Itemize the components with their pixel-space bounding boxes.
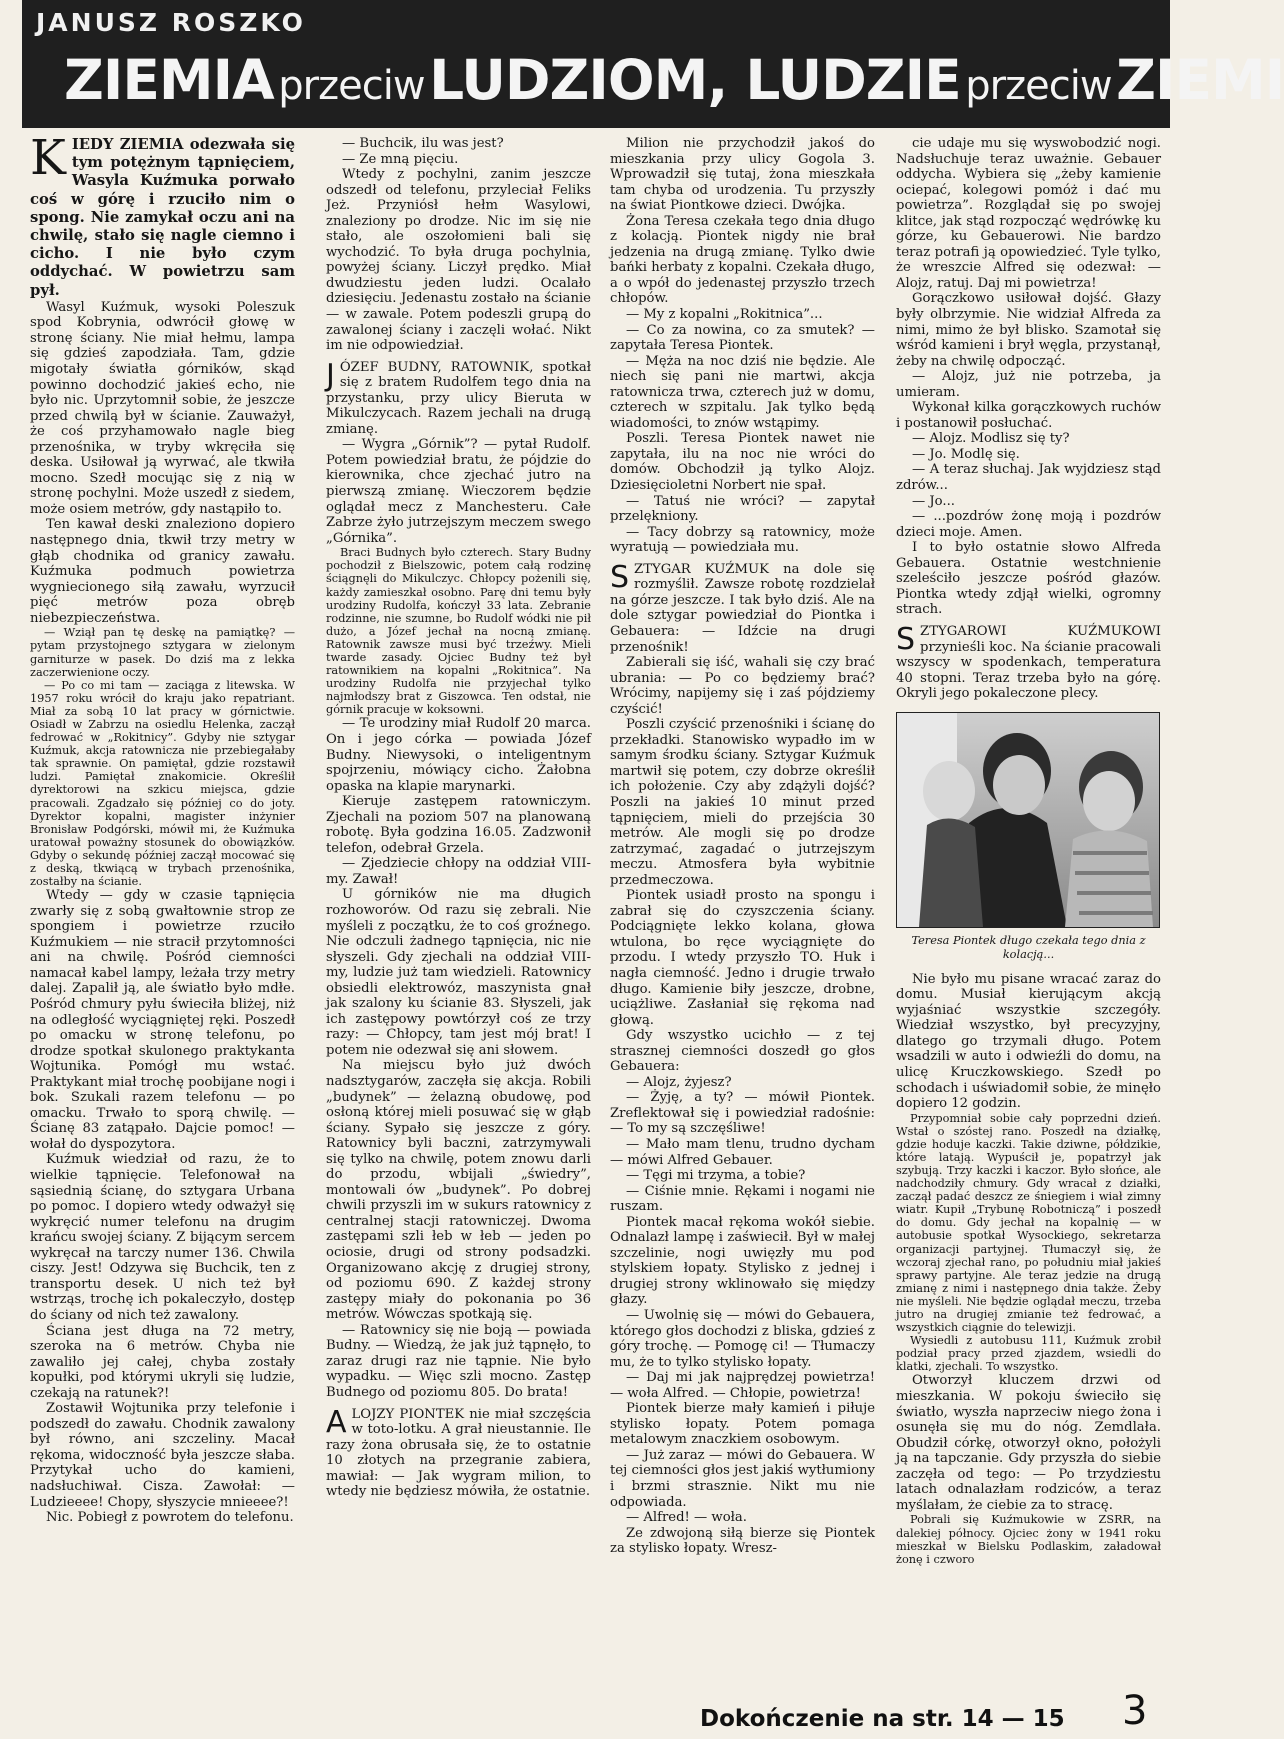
paragraph-text: — Wziął pan tę deskę na pamiątkę? — pytam przystojnego sztygara w zielonym garniturze w pasek. Do dziś ma z lekka zaczerwienione oczy. [30,626,295,679]
article-aside-paragraph [896,1334,1161,1373]
paragraph-text: — Daj mi jak najprędzej powietrza! — woła Alfred. — Chłopie, powietrza! [610,1370,875,1401]
drop-cap: A [326,1404,347,1440]
article-paragraph [610,525,875,556]
paragraph-text: — Już zaraz — mówi do Gebauera. W tej ciemności głos jest jakiś wytłumiony i brzmi strasznie. Nikt mu nie odpowiada. [610,1447,875,1510]
paragraph-text: — Jo... [912,493,955,509]
paragraph-text: — Jo. Modlę się. [912,446,1020,462]
article-paragraph [30,1152,295,1323]
paragraph-text: Wasyl Kuźmuk, wysoki Poleszuk spod Kobrynia, odwrócił głowę w stronę ściany. Nie miał hełmu, lampa się gdzieś zapodziała. Tam, gdzie migotały światła górników, skąd powinno dochodzić jakieś echo, nie było nic. Uprzytomnił sobie, że jeszcze przed chwilą był w ścianie. Zauważył, że coś przyhamowało nagle bieg przenośnika, w tryby wkręciła się deska. Usiłował ją wyrwać, ale tkwiła mocno. Szedł mocując się z nią w stronę pochylni. Może uszedł z siedem, może osiem metrów, gdy nastąpiło to. [30,299,295,517]
article-paragraph [610,494,875,525]
masthead [22,0,1284,128]
article-paragraph [326,716,591,794]
article-paragraph [610,1215,875,1308]
page-number: 3 [1122,1688,1148,1734]
paragraph-text: — Uwolnię się — mówi do Gebauera, którego głos dochodzi z bliska, gdzieś z góry trochę. — Pomogę ci! — Tłumaczy mu, że to tylko stylisko łopaty. [610,1308,875,1370]
paragraph-text: — My z kopalni „Rokitnica”... [626,307,823,323]
article-paragraph [896,291,1161,369]
article-paragraph [326,437,591,546]
paragraph-text: ZTYGAR KUŹMUK na dole się rozmyślił. Zawsze robotę rozdzielał na górze jeszcze. I tak było dziś. Ale na dole sztygar powiedział do Piontka i Gebauera: — Idźcie na drugi przenośnik! [610,561,875,655]
photo-caption: Teresa Piontek długo czekała tego dnia z kolacją... [911,933,1146,961]
article-paragraph [896,369,1161,400]
article-paragraph [610,1184,875,1215]
article-paragraph [30,300,295,518]
section-start-paragraph [896,621,1161,702]
paragraph-text: — Alojz. Modlisz się ty? [912,431,1070,447]
article-paragraph [610,1526,875,1557]
article-paragraph [326,856,591,887]
article-paragraph [896,462,1161,493]
paragraph-text: Ze zdwojoną siłą bierze się Piontek za stylisko łopaty. Wresz- [610,1525,875,1557]
article-paragraph [326,1323,591,1401]
paragraph-text: Milion nie przychodził jakoś do mieszkania przy ulicy Gogola 3. Wprowadził się tutaj, żona mieszkała tam chyba od urodzenia. Tu przyszły na świat Piontkowe dzieci. Dwójka. [610,136,875,214]
paragraph-text: LOJZY PIONTEK nie miał szczęścia w toto-lotku. A grał nieustannie. Ile razy żona obrusała się, że to ostatnie 10 złotych na przegranie zabiera, mawiał: — Jak wygram milion, to wtedy nie będziesz mówiła, że ostatnie. [326,1406,591,1500]
paragraph-text: Zabierali się iść, wahali się czy brać ubrania: — Po co będziemy brać? Wrócimy, napijemy się i zaś pójdziemy czyścić! [610,655,875,717]
article-aside-paragraph [896,1112,1161,1335]
article-paragraph [30,1401,295,1510]
article-paragraph [610,1168,875,1184]
paragraph-text: — Żyję, a ty? — mówił Piontek. Zreflektował się i powiedział radośnie: — To my są szczęśliwe! [610,1090,875,1137]
article-paragraph [896,972,1161,1112]
article-paragraph [896,509,1161,540]
paragraph-text: Wtedy — gdy w czasie tąpnięcia zwarły się z sobą gwałtownie strop ze spongiem i powietrze rzuciło Kuźmukiem — nie stracił przytomności ani na chwilę. Pośród ciemności namacał kabel lampy, leżała trzy metry dalej. Zapalił ją, ale światło było mdłe. Pośród chmury pyłu świeciła bliżej, niż na odległość wyciągniętej ręki. Poszedł po omacku w stronę telefonu, po drodze spotkał skulonego praktykanta Wojtunika. Pomógł mu wstać. Praktykant miał trochę poobijane nogi i bok. Szukali razem telefonu — po omacku. Trwało to sporą chwilę. — Ścianę 83 zatąpało. Dajcie pomoc! — wołał do dyspozytora. [30,888,296,1152]
paragraph-text: — Co za nowina, co za smutek? — zapytała Teresa Piontek. [610,322,875,354]
article-aside-paragraph [30,679,295,889]
headline-word-3: LUDZIOM, LUDZIE [429,48,961,112]
paragraph-text: — Zjedziecie chłopy na oddział VIII-my. Zawał! [326,856,591,887]
section-start-paragraph [610,559,875,655]
paragraph-text: — ...pozdrów żonę moją i pozdrów dzieci moje. Amen. [896,509,1161,540]
article-paragraph [610,888,875,1028]
paragraph-text: Piontek usiadł prosto na spongu i zabrał się do czyszczenia ściany. Podciągnięte lekko kolana, głowa wtulona, bo ręce wyciągnięte do przodu. I wtedy przyszło TO. Huk i nagła ciemność. Jedno i drugie trwało długo. Kamienie biły jeszcze, drobne, uciążliwe. Zasłaniał się rękoma nad głową. [610,888,875,1028]
article-paragraph [326,136,591,152]
paragraph-text: cie udaje mu się wyswobodzić nogi. Nadsłuchuje teraz uważnie. Gebauer oddycha. Wybiera się „żeby kamienie ociepać, kolegowi pomóż i dać mu powietrza”. Rozglądał się po swojej klitce, jak stąd rozpocząć wędrówkę ku górze, ku Gebauerowi. Nie bardzo teraz potrafi ją opowiedzieć. Tyle tylko, że wreszcie Alfred się odezwał: — Alojz, ratuj. Daj mi powietrza! [896,136,1161,291]
drop-cap: J [326,357,335,393]
paragraph-text: — A teraz słuchaj. Jak wyjdziesz stąd zdrów... [896,462,1161,494]
article-paragraph [896,136,1161,291]
section-start-paragraph [326,1404,591,1500]
paragraph-text: Nic. Pobiegł z powrotem do telefonu. [46,1510,294,1526]
drop-cap: S [896,621,916,657]
paragraph-text: Piontek bierze mały kamień i piłuje stylisko łopaty. Potem pomaga metalowym znaczkiem osobowym. [610,1401,875,1448]
article-paragraph [610,323,875,354]
paragraph-text: Żona Teresa czekała tego dnia długo z kolacją. Piontek nigdy nie brał jedzenia na drugą zmianę. Tylko dwie bańki herbaty z kopalni. Czekała długo, a o wpół do jedenastej przyszło trzech chłopów. [610,213,875,307]
paragraph-text: Gdy wszystko ucichło — z tej strasznej ciemności doszedł go głos Gebauera: [610,1028,875,1075]
continuation-note: Dokończenie na str. 14 — 15 [700,1706,1065,1732]
article-paragraph [610,717,875,888]
paragraph-text: — Alojz, żyjesz? [626,1074,732,1090]
article-paragraph [30,1324,295,1402]
article-paragraph [896,431,1161,447]
paragraph-text: — Męża na noc dziś nie będzie. Ale niech się pani nie martwi, akcja ratownicza trwa, czterech już w domu, czterech w szpitalu. Jak tylko będą wiadomości, to znów wstąpimy. [610,353,875,431]
article-paragraph [896,540,1161,618]
headline-word-1: ZIEMIA [64,48,274,112]
headline-word-4: przeciw [965,63,1112,109]
article-paragraph [610,1308,875,1370]
paragraph-text: — Tęgi mi trzyma, a tobie? [626,1168,806,1184]
article-paragraph [610,1137,875,1168]
paragraph-text: Wykonał kilka gorączkowych ruchów i postanowił posłuchać. [896,400,1161,431]
article-paragraph [326,794,591,856]
article-paragraph [896,1373,1161,1513]
paragraph-text: Gorączkowo usiłował dojść. Głazy były olbrzymie. Nie widział Alfreda za nimi, mimo że był blisko. Szamotał się wśród kamieni i brył węgla, przystanął, żeby na chwilę odpocząć. [896,291,1161,369]
article-paragraph [610,354,875,432]
article-column-2 [326,136,591,1701]
paragraph-text: Zostawił Wojtunika przy telefonie i podszedł do zawału. Chodnik zawalony był równo, ani szczeliny. Macał rękoma, widoczność była jeszcze słaba. Przytykał ucho do kamieni, nadsłuchiwał. Cisza. Zawołał: — Ludzieeee! Chopy, słyszycie mnieeee?! [30,1401,295,1510]
article-aside-paragraph [30,626,295,678]
paragraph-text: — Tacy dobrzy są ratownicy, może wyratują — powiedziała mu. [610,524,875,556]
paragraph-text: ZTYGAROWI KUŹMUKOWI przynieśli koc. Na ścianie pracowali wszyscy w spodenkach, temperatura 40 stopni. Teraz trzeba było na górę. Okryli jego pokaleczone plecy. [896,623,1161,702]
article-paragraph [326,1058,591,1322]
article-paragraph [610,307,875,323]
paragraph-text: Przypomniał sobie cały poprzedni dzień. Wstał o szóstej rano. Poszedł na działkę, gdzie hoduje kaczki. Takie dziwne, półdzikie, które latają. Wypuścił je, popatrzył jak szybują. Trzy kaczki i kaczor. Było słońce, ale nadchodziły chmury. Gdy wracał z działki, zaczął padać deszcz ze śniegiem i wiał zimny wiatr. Kupił „Trybunę Robotniczą” i poszedł do domu. Gdy jechał na kopalnię — w autobusie spotkał Wysockiego, sekretarza organizacji partyjnej. Tłumaczył się, że wczoraj zjechał rano, po południu miał jakieś sprawy partyjne. Ale teraz jedzie na drugą zmianę z nimi i następnego dnia także. Żeby nie myśleli. Nie będzie oglądał meczu, trzeba jutro na drugiej zmianie też fedrować, a wszystkich ciągnie do telewizji. [896,1111,1161,1335]
paragraph-text: Kuźmuk wiedział od razu, że to wielkie tąpnięcie. Telefonował na sąsiednią ścianę, do sztygara Urbana po pomoc. I dopiero wtedy odważył się wykręcić numer telefonu na drugim krańcu swojej ściany. Z bijącym sercem wykręcał na tarczy numer 136. Chwila ciszy. Jest! Odzywa się Buchcik, ten z transportu desek. U nich też był wstrząs, trochę ich pokaleczyło, dostęp do ściany od nich też zawalony. [30,1152,295,1323]
paragraph-text: IEDY ZIEMIA odezwała się tym potężnym tąpnięciem, Wasyla Kuźmuka porwało coś w górę i rzuciło nim o spong. Nie zamykał oczu ani na chwilę, stało się nagle ciemno i cicho. I nie było czym oddychać. W powietrzu sam pył. [30,136,295,299]
article-paragraph [610,1401,875,1448]
paragraph-text: Wysiedli z autobusu 111, Kuźmuk zrobił podział pracy przed zjazdem, wsiedli do klatki, zjechali. To wszystko. [896,1334,1161,1374]
photo-figure [896,712,1161,928]
article-paragraph [30,1510,295,1526]
paragraph-text: Nie było mu pisane wracać zaraz do domu. Musiał kierującym akcją wyjaśniać wszystkie szczegóły. Wiedział wszystko, był precyzyjny, dlatego go trzymali długo. Potem wsadzili w auto i odwieźli do domu, na ulicę Kruczkowskiego. Szedł po schodach i uświadomił sobie, że minęło dopiero 12 godzin. [896,971,1161,1112]
paragraph-text: — Mało mam tlenu, trudno dycham — mówi Alfred Gebauer. [610,1137,875,1168]
paragraph-text: Ten kawał deski znaleziono dopiero następnego dnia, tkwił trzy metry w głąb chodnika od granicy zawału. Kuźmuka podmuch powietrza wygniecionego siłą zawału, wyrzucił pięć metrów poza obręb niebezpieczeństwa. [30,517,295,626]
paragraph-text: — Ze mną pięciu. [342,151,459,167]
paragraph-text: Pobrali się Kuźmukowie w ZSRR, na dalekiej północy. Ojciec żony w 1941 roku mieszkał w Bielsku Podlaskim, załadował żonę i czworo [896,1513,1161,1566]
paragraph-text: Kieruje zastępem ratowniczym. Zjechali na poziom 507 na planowaną robotę. Była godzina 16.05. Zadzwonił telefon, odebrał Grzela. [326,794,591,856]
headline-word-2: przeciw [278,63,425,109]
article-paragraph [610,214,875,307]
article-paragraph [610,1510,875,1526]
article-paragraph [896,400,1161,431]
paragraph-text: Ściana jest długa na 72 metry, szeroka na 6 metrów. Chyba nie zawaliło jej całej, chyba zostały kopułki, pod którymi ukryli się ludzie, czekają na ratunek?! [30,1323,295,1401]
article-paragraph [326,152,591,168]
paragraph-text: — Alfred! — woła. [626,1510,747,1526]
paragraph-text: Poszli. Teresa Piontek nawet nie zapytała, ilu na noc nie wróci do domów. Obchodził ją tylko Alojz. Dziesięcioletni Norbert nie spał. [610,431,875,494]
article-paragraph [610,431,875,493]
paragraph-text: — Te urodziny miał Rudolf 20 marca. On i jego córka — powiada Józef Budny. Niewysoki, o inteligentnym spojrzeniu, mówiący cicho. Żałobna opaska na klapie marynarki. [326,716,591,794]
paragraph-text: Braci Budnych było czterech. Stary Budny pochodził z Bielszowic, potem całą rodzinę ściągnęli do Mikulczyc. Chłopcy pożenili się, każdy zamieszkał osobno. Parę dni temu były urodziny Rudolfa, kończył 33 lata. Zebranie rodzinne, nie szumne, bo Rudolf wódki nie pił dużo, a Józef jechał na nocną zmianę. Ratownik zawsze musi być trzeźwy. Mieli twarde zasady. Ojciec Budny też był ratownikiem na kopalni „Rokitnica”. Na urodziny Rudolfa nie przyjechał tylko najmłodszy brat z Giszowca. Ten odstał, nie górnik pracuje w koksowni. [326,546,591,717]
family-photo [896,712,1160,928]
paragraph-text: — Tatuś nie wróci? — zapytał przelękniony. [610,493,875,525]
article-lead [30,130,295,300]
paragraph-text: Otworzył kluczem drzwi od mieszkania. W pokoju świeciło się światło, wyszła naprzeciw niego żona i osunęła się mu do nóg. Zemdlała. Obudził córkę, otworzył okno, położyli ją na tapczanie. Gdy przyszła do siebie zaczęła od tego: — Po trzydziestu latach odnalazłam rodziców, a teraz myślałam, że ciebie za to stracę. [896,1373,1161,1513]
headline-word-5: ZIEMI [1116,48,1284,112]
paragraph-text: ÓZEF BUDNY, RATOWNIK, spotkał się z bratem Rudolfem tego dnia na przystanku, przy ulicy Bieruta w Mikulczycach. Razem jechali na drugą zmianę. [326,359,591,437]
article-column-4 [896,136,1161,1701]
paragraph-text: — Ciśnie mnie. Rękami i nogami nie ruszam. [610,1183,875,1215]
article-paragraph [610,1090,875,1137]
article-paragraph [896,494,1161,510]
article-aside-paragraph [326,546,591,716]
paragraph-text: Wtedy z pochylni, zanim jeszcze odszedł od telefonu, przyleciał Feliks Jeż. Przyniósł hełm Wasylowi, znaleziony po drodze. Nic im się nie stało, ale oszołomieni bali się wychodzić. To była druga pochylnia, powyżej ściany. Liczył prędko. Miał dwudziestu jeden ludzi. Ocalało dziesięciu. Jedenastu zostało na ścianie — w zawale. Potem podeszli grupą do zawalonej ściany i zaczęli wołać. Nikt im nie odpowiedział. [326,167,591,354]
article-paragraph [610,1448,875,1510]
article-paragraph [30,888,295,1152]
paragraph-text: — Buchcik, ilu was jest? [342,136,504,151]
article-column-1 [30,130,296,1701]
article-aside-paragraph [896,1513,1161,1565]
headline [64,44,1284,130]
paragraph-text: Piontek macał rękoma wokół siebie. Odnalazł lampę i zaświecił. Był w małej szczelinie, nogi uwięzły mu pod stylskiem łopaty. Stylisko z jednej i drugiej strony wklinowało się między głazy. [610,1214,875,1308]
paragraph-text: Poszli czyścić przenośniki i ścianę do przekładki. Stanowisko wypadło im w samym środku ściany. Sztygar Kuźmuk martwił się potem, czy dobrze określił ich położenie. Czy aby zdążyli dojść? Poszli na jakieś 10 minut przed tąpnięciem, mieli do przejścia 30 metrów. Ale mogli się po drodze zatrzymać, zagadać o jutrzejszym meczu. Atmosfera była wybitnie przedmeczowa. [610,717,875,888]
paragraph-text: — Po co mi tam — zaciąga z litewska. W 1957 roku wrócił do kraju jako repatriant. Miał za sobą 10 lat pracy w górnictwie. Osiadł w Zabrzu na osiedlu Helenka, zaczął fedrować w „Rokitnicy”. Gdyby nie sztygar Kuźmuk, akcja ratownicza nie przebiegałaby tak sprawnie. On pamiętał, gdzie rozstawił ludzi. Pamiętał znakomicie. Określił dyrektorowi na szkicu miejsca, gdzie pracowali. Zgadzało się później co do joty. Dyrektor kopalni, magister inżynier Bronisław Podgórski, mówił mi, że Kuźmuka uratował poważny stosunek do obowiązków. Gdyby o sekundę później zaczął mocować się z deską, tkwiącą w trybach przenośnika, zostałby na ścianie. [30,678,295,889]
author-name: JANUSZ ROSZKO [36,8,306,37]
article-paragraph [610,1075,875,1091]
article-paragraph [610,136,875,214]
paragraph-text: — Wygra „Górnik”? — pytał Rudolf. Potem powiedział bratu, że pójdzie do kierownika, chce zjechać jutro na pierwszą zmianę. Wieczorem będzie oglądał mecz z Manchesteru. Całe Zabrze żyło jutrzejszym meczem swego „Górnika”. [326,437,591,546]
article-column-3 [610,136,875,1701]
paragraph-text: I to było ostatnie słowo Alfreda Gebauera. Ostatnie westchnienie szeleściło jeszcze pośród głazów. Piontka wtedy zdjął wielki, ogromny strach. [896,540,1161,618]
paragraph-text: Na miejscu było już dwóch nadsztygarów, zaczęła się akcja. Robili „budynek” — żelazną obudowę, pod osłoną której mieli posuwać się w głąb ściany. Sypało się jeszcze z góry. Ratownicy byli baczni, zatrzymywali się tylko na chwilę, potem znowu darli do przodu, wbijali „świedry”, montowali ów „budynek”. Po dobrej chwili przyszli im w sukurs ratownicy z centralnej stacji ratowniczej. Dwoma zastępami szli łeb w łeb — jeden po ociosie, drugi od strony podsadzki. Organizowano akcję z drugiej strony, od poziomu 690. Z każdej strony zastępy miały do pokonania po 36 metrów. Wówczas spotkają się. [326,1058,591,1323]
drop-cap: S [610,559,630,595]
article-paragraph [610,1370,875,1401]
article-paragraph [610,1028,875,1075]
paragraph-text: — Ratownicy się nie boją — powiada Budny. — Wiedzą, że jak już tąpnęło, to zaraz drugi raz nie tąpnie. Nie było wypadku. — Więc szli mocno. Zastęp Budnego od poziomu 805. Do brata! [326,1322,591,1400]
article-paragraph [896,447,1161,463]
drop-cap: K [30,130,66,186]
paragraph-text: U górników nie ma długich rozhoworów. Od razu się zebrali. Nie myśleli z początku, że to coś groźnego. Nie odczuli żadnego tąpnięcia, nic nie słyszeli. Gdy zjechali na oddział VIII-my, ludzie już tam wiedzieli. Ratownicy obsiedli elektrowóz, maszynista gnał jak szalony ku ścianie 83. Słyszeli, jak ich zastępowy powtórzył coś ze trzy razy: — Chłopcy, tam jest mój brat! I potem nie odezwał się ani słowem. [326,887,591,1058]
article-paragraph [326,167,591,354]
section-start-paragraph [326,357,591,438]
article-paragraph [30,517,295,626]
article-paragraph [326,887,591,1058]
article-paragraph [610,655,875,717]
paragraph-text: — Alojz, już nie potrzeba, ja umieram. [896,369,1161,400]
